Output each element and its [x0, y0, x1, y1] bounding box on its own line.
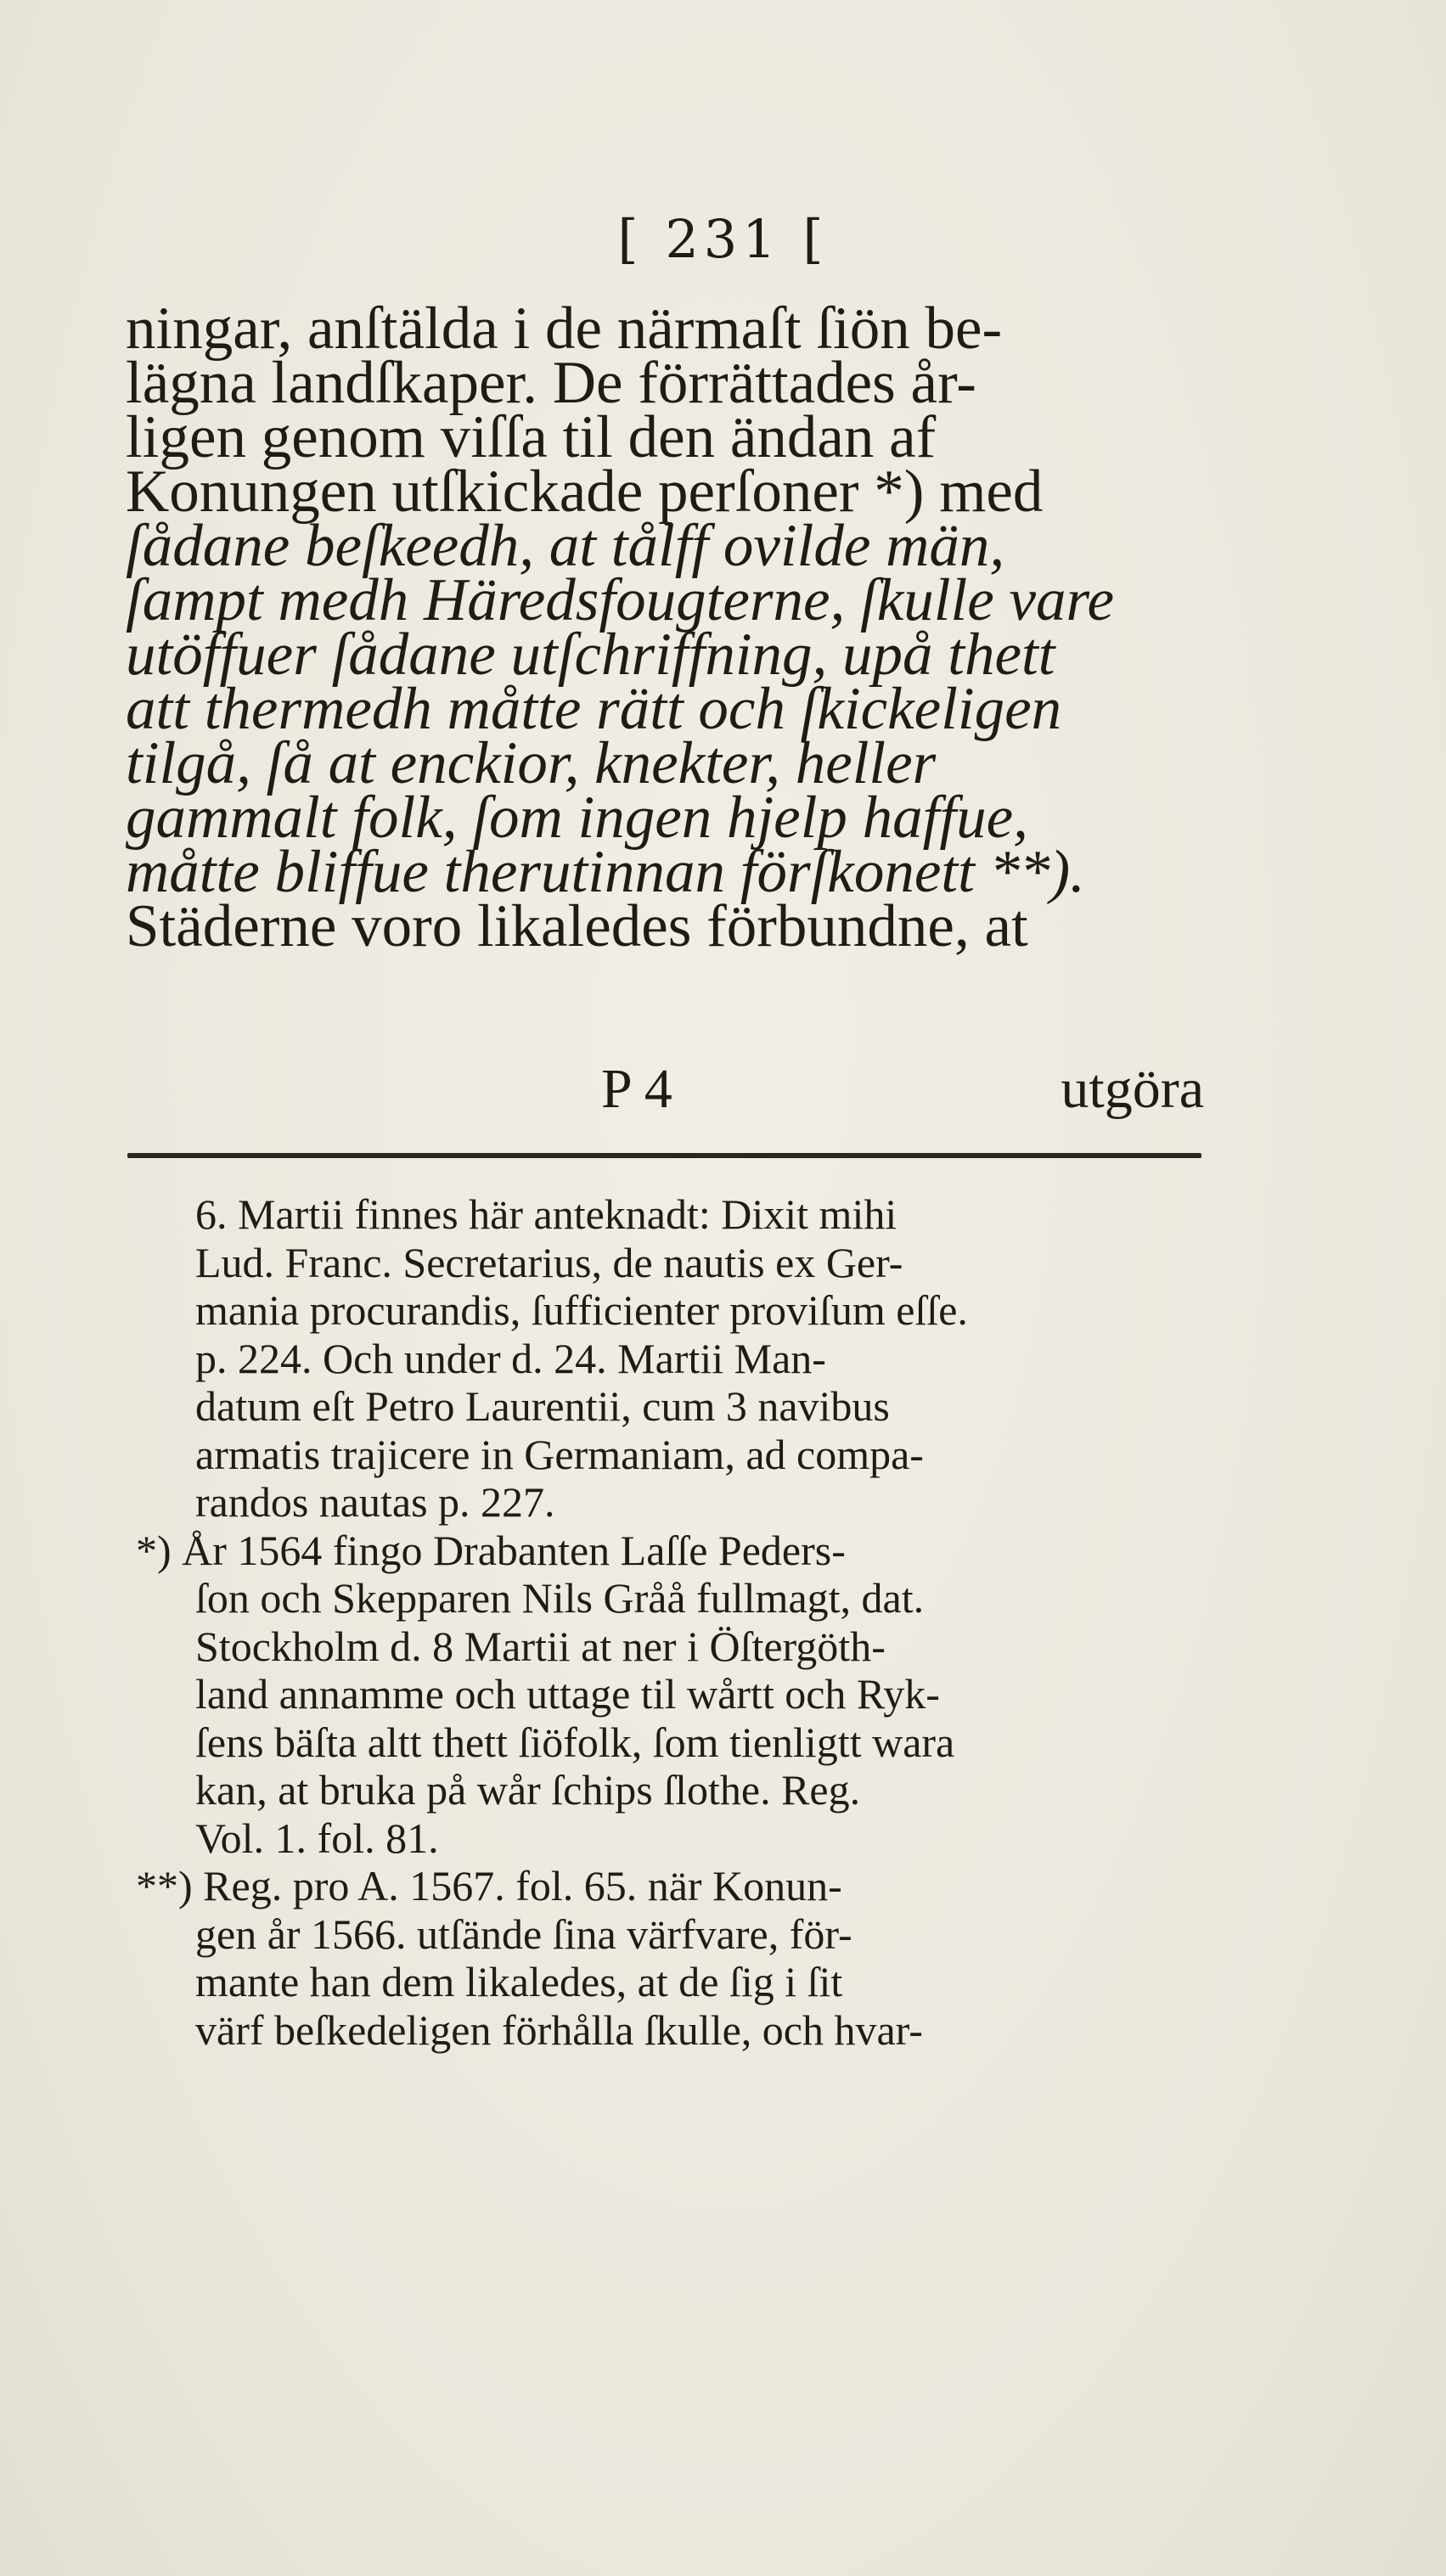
- note-line: randos nautas p. 227.: [195, 1478, 555, 1526]
- text-line: tilgå, ſå at enckior, knekter, heller: [126, 730, 937, 796]
- text-line: Städerne voro likaledes förbundne, at: [126, 893, 1028, 959]
- note-line: land annamme och uttage til wårtt och Ryk-: [195, 1670, 940, 1718]
- note-line: **) Reg. pro A. 1567. fol. 65. när Konun-: [136, 1862, 842, 1910]
- signature-mark: P 4: [601, 1058, 672, 1120]
- text-line: utöffuer ſådane utſchriffning, upå thett: [126, 622, 1055, 688]
- note-line: ſens bäſta altt thett ſiöfolk, ſom tienligtt wara: [195, 1718, 955, 1766]
- main-text: [126, 295, 1213, 959]
- text-line: ſådane beſkeedh, at tålff ovilde män,: [126, 513, 1005, 579]
- note-line: Vol. 1. fol. 81.: [195, 1814, 439, 1862]
- footnotes: [136, 1190, 1257, 2054]
- text-line: ligen genom viſſa til den ändan af: [126, 404, 937, 470]
- note-line: datum eſt Petro Laurentii, cum 3 navibus: [195, 1382, 890, 1430]
- note-line: Stockholm d. 8 Martii at ner i Öſtergöth-: [195, 1622, 886, 1670]
- text-line: gammalt folk, ſom ingen hjelp haffue,: [126, 785, 1028, 851]
- page-header: [ 231 [: [617, 208, 829, 270]
- text-line: ſampt medh Häredsfougterne, ſkulle vare: [126, 567, 1115, 633]
- note-line: mania procurandis, ſufficienter proviſum eſſe.: [195, 1286, 968, 1334]
- text-line: Konungen utſkickade perſoner *) med: [126, 458, 1044, 525]
- text-line: ningar, anſtälda i de närmaſt ſiön be-: [126, 295, 1003, 362]
- note-line: 6. Martii finnes här anteknadt: Dixit mihi: [195, 1190, 897, 1238]
- note-line: mante han dem likaledes, at de ſig i ſit: [195, 1958, 843, 2005]
- note-line: *) År 1564 fingo Drabanten Laſſe Peders-: [136, 1526, 846, 1574]
- note-line: gen år 1566. utſände ſina värfvare, för-: [195, 1910, 852, 1958]
- text-line: måtte bliffue therutinnan förſkonett **).: [126, 839, 1085, 905]
- catchword: utgöra: [1061, 1058, 1204, 1120]
- footnote-divider: [127, 1153, 1201, 1158]
- note-line: värf beſkedeligen förhålla ſkulle, och hvar-: [195, 2005, 923, 2054]
- note-line: armatis trajicere in Germaniam, ad compa-: [195, 1430, 924, 1478]
- text-line: lägna landſkaper. De förrättades år-: [126, 350, 976, 416]
- note-line: kan, at bruka på wår ſchips ſlothe. Reg.: [195, 1766, 861, 1814]
- note-line: Lud. Franc. Secretarius, de nautis ex Ger-: [195, 1238, 903, 1286]
- note-line: p. 224. Och under d. 24. Martii Man-: [195, 1334, 826, 1382]
- note-line: ſon och Skepparen Nils Gråå fullmagt, dat.: [195, 1574, 925, 1622]
- text-line: att thermedh måtte rätt och ſkickeligen: [126, 676, 1062, 742]
